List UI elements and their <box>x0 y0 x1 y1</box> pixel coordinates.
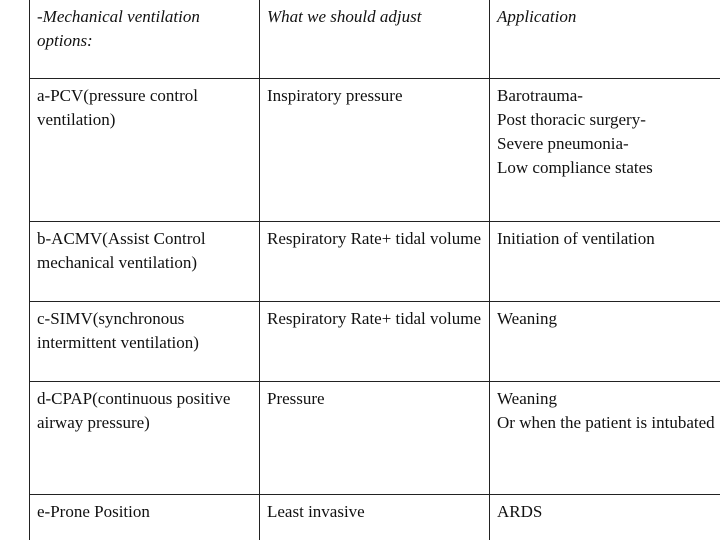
option-cell: b-ACMV(Assist Control mechanical ventilation) <box>30 221 260 301</box>
adjust-cell: Inspiratory pressure <box>260 78 490 221</box>
adjust-cell: Pressure <box>260 381 490 494</box>
application-line: Severe pneumonia- <box>497 133 629 153</box>
table-header-row <box>30 0 720 78</box>
table-row <box>30 78 720 221</box>
adjust-cell: Least invasive <box>260 494 490 540</box>
application-line: Weaning <box>497 308 557 328</box>
option-cell: c-SIMV(synchronous intermittent ventilation) <box>30 301 260 381</box>
header-adjust: What we should adjust <box>260 0 490 78</box>
option-cell: e-Prone Position <box>30 494 260 540</box>
application-line: Initiation of ventilation <box>497 228 655 248</box>
application-line: Low compliance states <box>497 157 653 177</box>
application-cell <box>490 301 720 381</box>
option-cell: d-CPAP(continuous positive airway pressure) <box>30 381 260 494</box>
table-row <box>30 494 720 540</box>
application-line: Weaning <box>497 388 557 408</box>
table-row <box>30 381 720 494</box>
table-row <box>30 221 720 301</box>
application-cell <box>490 381 720 494</box>
ventilation-options-table <box>29 0 720 540</box>
application-line: Post thoracic surgery- <box>497 109 646 129</box>
adjust-cell: Respiratory Rate+ tidal volume <box>260 301 490 381</box>
header-options: -Mechanical ventilation options: <box>30 0 260 78</box>
adjust-cell: Respiratory Rate+ tidal volume <box>260 221 490 301</box>
application-line: Or when the patient is intubated <box>497 412 715 432</box>
table-row <box>30 301 720 381</box>
application-line: Barotrauma- <box>497 85 583 105</box>
application-cell <box>490 221 720 301</box>
header-application: Application <box>490 0 720 78</box>
option-cell: a-PCV(pressure control ventilation) <box>30 78 260 221</box>
application-cell <box>490 494 720 540</box>
application-cell <box>490 78 720 221</box>
application-line: ARDS <box>497 501 543 521</box>
